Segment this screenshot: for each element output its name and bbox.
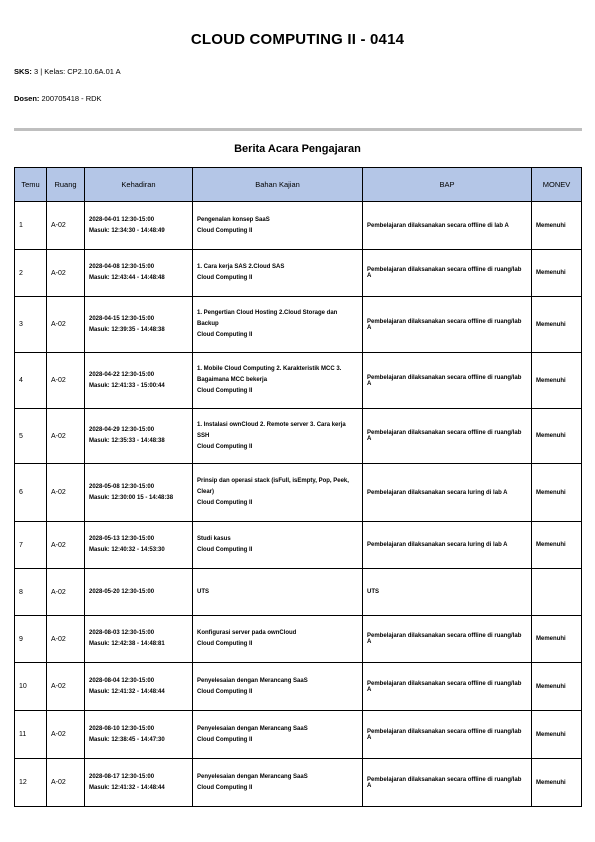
cell-bap: Pembelajaran dilaksanakan secara offline di ruang/lab A (363, 353, 532, 409)
dosen-value: 200705418 - RDK (41, 94, 102, 103)
topic-text: UTS (197, 588, 209, 595)
cell-monev: Memenuhi (532, 711, 582, 759)
cell-bahan-kajian (193, 616, 363, 663)
cell-ruang: A-02 (47, 250, 85, 297)
cell-kehadiran (85, 711, 193, 759)
cell-bap: Pembelajaran dilaksanakan secara offline di ruang/lab A (363, 250, 532, 297)
cell-bahan-kajian (193, 202, 363, 250)
cell-monev: Memenuhi (532, 250, 582, 297)
cell-ruang: A-02 (47, 409, 85, 464)
cell-bap: Pembelajaran dilaksanakan secara offline di lab A (363, 202, 532, 250)
cell-bahan-kajian (193, 353, 363, 409)
table-row (15, 759, 582, 807)
cell-kehadiran (85, 522, 193, 569)
cell-monev: Memenuhi (532, 353, 582, 409)
course-name: Cloud Computing II (197, 332, 253, 338)
course-name: Cloud Computing II (197, 547, 253, 553)
cell-kehadiran (85, 569, 193, 616)
document-title: CLOUD COMPUTING II - 0414 (190, 31, 405, 48)
course-name: Cloud Computing II (197, 641, 253, 647)
table-row (15, 202, 582, 250)
cell-temu: 5 (15, 409, 47, 464)
attendance-time: Masuk: 12:41:32 - 14:48:44 (89, 784, 165, 791)
cell-kehadiran (85, 250, 193, 297)
schedule-time: 2028-04-22 12:30-15:00 (89, 371, 155, 378)
cell-bahan-kajian (193, 759, 363, 807)
cell-bahan-kajian (193, 663, 363, 711)
attendance-time: Masuk: 12:42:38 - 14:48:81 (89, 641, 165, 647)
cell-kehadiran (85, 616, 193, 663)
schedule-time: 2028-04-29 12:30-15:00 (89, 427, 155, 433)
cell-temu: 1 (15, 202, 47, 250)
divider (14, 128, 582, 131)
cell-kehadiran (85, 464, 193, 522)
lecturer-info (14, 94, 102, 103)
table-row (15, 409, 582, 464)
cell-monev: Memenuhi (532, 464, 582, 522)
course-name: Cloud Computing II (197, 784, 253, 791)
cell-monev: Memenuhi (532, 616, 582, 663)
cell-monev: Memenuhi (532, 522, 582, 569)
attendance-time: Masuk: 12:43:44 - 14:48:48 (89, 275, 165, 281)
cell-ruang: A-02 (47, 353, 85, 409)
cell-temu: 2 (15, 250, 47, 297)
topic-text: 1. Mobile Cloud Computing 2. Karakteristik MCC 3. Bagaimana MCC bekerja (197, 366, 342, 383)
cell-bap: Pembelajaran dilaksanakan secara offline di ruang/lab A (363, 409, 532, 464)
table-row (15, 663, 582, 711)
cell-bahan-kajian (193, 569, 363, 616)
class-info (14, 67, 121, 76)
table-row (15, 250, 582, 297)
cell-bahan-kajian (193, 250, 363, 297)
schedule-time: 2028-08-10 12:30-15:00 (89, 725, 155, 732)
cell-monev: Memenuhi (532, 409, 582, 464)
cell-bap: Pembelajaran dilaksanakan secara offline di ruang/lab A (363, 759, 532, 807)
topic-text: 1. Pengertian Cloud Hosting 2.Cloud Storage dan Backup (197, 310, 338, 327)
cell-ruang: A-02 (47, 522, 85, 569)
cell-kehadiran (85, 353, 193, 409)
table-row (15, 522, 582, 569)
table-row (15, 464, 582, 522)
course-name: Cloud Computing II (197, 736, 253, 743)
topic-text: Studi kasus (197, 536, 231, 542)
cell-bap: Pembelajaran dilaksanakan secara offline di ruang/lab A (363, 297, 532, 353)
table-row (15, 353, 582, 409)
cell-ruang: A-02 (47, 297, 85, 353)
topic-text: Penyelesaian dengan Merancang SaaS (197, 773, 308, 780)
sks-value: 3 | Kelas: CP2.10.6A.01 A (34, 67, 121, 76)
cell-bahan-kajian (193, 711, 363, 759)
cell-ruang: A-02 (47, 759, 85, 807)
course-name: Cloud Computing II (197, 500, 253, 506)
cell-monev: Memenuhi (532, 297, 582, 353)
attendance-time: Masuk: 12:41:33 - 15:00:44 (89, 382, 165, 389)
cell-temu: 3 (15, 297, 47, 353)
cell-bap: Pembelajaran dilaksanakan secara luring di lab A (363, 522, 532, 569)
schedule-time: 2028-05-13 12:30-15:00 (89, 536, 155, 542)
attendance-time: Masuk: 12:38:45 - 14:47:30 (89, 736, 165, 743)
col-header-bap: BAP (363, 168, 532, 202)
course-name: Cloud Computing II (197, 227, 253, 234)
col-header-kehadiran: Kehadiran (85, 168, 193, 202)
cell-temu: 7 (15, 522, 47, 569)
schedule-time: 2028-04-15 12:30-15:00 (89, 315, 155, 322)
schedule-time: 2028-04-08 12:30-15:00 (89, 264, 155, 270)
cell-bap: UTS (363, 569, 532, 616)
attendance-time: Masuk: 12:34:30 - 14:48:49 (89, 227, 165, 234)
cell-ruang: A-02 (47, 569, 85, 616)
cell-ruang: A-02 (47, 616, 85, 663)
table-row (15, 711, 582, 759)
section-title: Berita Acara Pengajaran (234, 143, 361, 155)
cell-temu: 6 (15, 464, 47, 522)
cell-temu: 10 (15, 663, 47, 711)
col-header-bahan-kajian: Bahan Kajian (193, 168, 363, 202)
col-header-ruang: Ruang (47, 168, 85, 202)
topic-text: 1. Instalasi ownCloud 2. Remote server 3. Cara kerja SSH (197, 421, 346, 439)
col-header-temu: Temu (15, 168, 47, 202)
cell-temu: 11 (15, 711, 47, 759)
cell-monev: Memenuhi (532, 759, 582, 807)
teaching-record-table (14, 167, 582, 807)
table-row (15, 297, 582, 353)
cell-bap: Pembelajaran dilaksanakan secara offline di ruang/lab A (363, 711, 532, 759)
cell-kehadiran (85, 297, 193, 353)
course-name: Cloud Computing II (197, 388, 253, 394)
dosen-label: Dosen: (14, 94, 40, 103)
topic-text: Penyelesaian dengan Merancang SaaS (197, 677, 308, 684)
table-body (15, 202, 582, 807)
topic-text: 1. Cara kerja SAS 2.Cloud SAS (197, 264, 285, 270)
cell-temu: 4 (15, 353, 47, 409)
cell-ruang: A-02 (47, 202, 85, 250)
cell-temu: 12 (15, 759, 47, 807)
attendance-time: Masuk: 12:30:00 15 - 14:48:38 (89, 494, 174, 501)
attendance-time: Masuk: 12:35:33 - 14:48:38 (89, 438, 165, 444)
cell-ruang: A-02 (47, 663, 85, 711)
cell-bahan-kajian (193, 522, 363, 569)
attendance-time: Masuk: 12:41:32 - 14:48:44 (89, 688, 165, 695)
sks-label: SKS: (14, 67, 32, 76)
cell-monev: Memenuhi (532, 202, 582, 250)
cell-ruang: A-02 (47, 464, 85, 522)
topic-text: Konfigurasi server pada ownCloud (197, 630, 297, 636)
table-row (15, 569, 582, 616)
schedule-time: 2028-04-01 12:30-15:00 (89, 216, 155, 223)
topic-text: Prinsip dan operasi stack (isFull, isEmpty, Pop, Peek, Clear) (197, 478, 349, 495)
cell-kehadiran (85, 202, 193, 250)
table-header-row (15, 168, 582, 202)
schedule-time: 2028-05-20 12:30-15:00 (89, 588, 155, 595)
cell-bap: Pembelajaran dilaksanakan secara offline di ruang/lab A (363, 616, 532, 663)
schedule-time: 2028-08-04 12:30-15:00 (89, 677, 155, 684)
cell-bahan-kajian (193, 297, 363, 353)
course-name: Cloud Computing II (197, 443, 253, 450)
cell-bahan-kajian (193, 409, 363, 464)
schedule-time: 2028-08-03 12:30-15:00 (89, 630, 155, 636)
schedule-time: 2028-08-17 12:30-15:00 (89, 773, 155, 780)
col-header-monev: MONEV (532, 168, 582, 202)
cell-kehadiran (85, 663, 193, 711)
attendance-time: Masuk: 12:39:35 - 14:48:38 (89, 326, 165, 333)
topic-text: Penyelesaian dengan Merancang SaaS (197, 725, 308, 732)
schedule-time: 2028-05-08 12:30-15:00 (89, 483, 155, 490)
cell-kehadiran (85, 759, 193, 807)
cell-temu: 8 (15, 569, 47, 616)
attendance-time: Masuk: 12:40:32 - 14:53:30 (89, 547, 165, 553)
course-name: Cloud Computing II (197, 275, 253, 281)
cell-bahan-kajian (193, 464, 363, 522)
cell-monev (532, 569, 582, 616)
cell-ruang: A-02 (47, 711, 85, 759)
table-row (15, 616, 582, 663)
course-name: Cloud Computing II (197, 688, 253, 695)
topic-text: Pengenalan konsep SaaS (197, 216, 270, 223)
cell-monev: Memenuhi (532, 663, 582, 711)
cell-bap: Pembelajaran dilaksanakan secara luring di lab A (363, 464, 532, 522)
cell-kehadiran (85, 409, 193, 464)
cell-temu: 9 (15, 616, 47, 663)
cell-bap: Pembelajaran dilaksanakan secara offline di ruang/lab A (363, 663, 532, 711)
